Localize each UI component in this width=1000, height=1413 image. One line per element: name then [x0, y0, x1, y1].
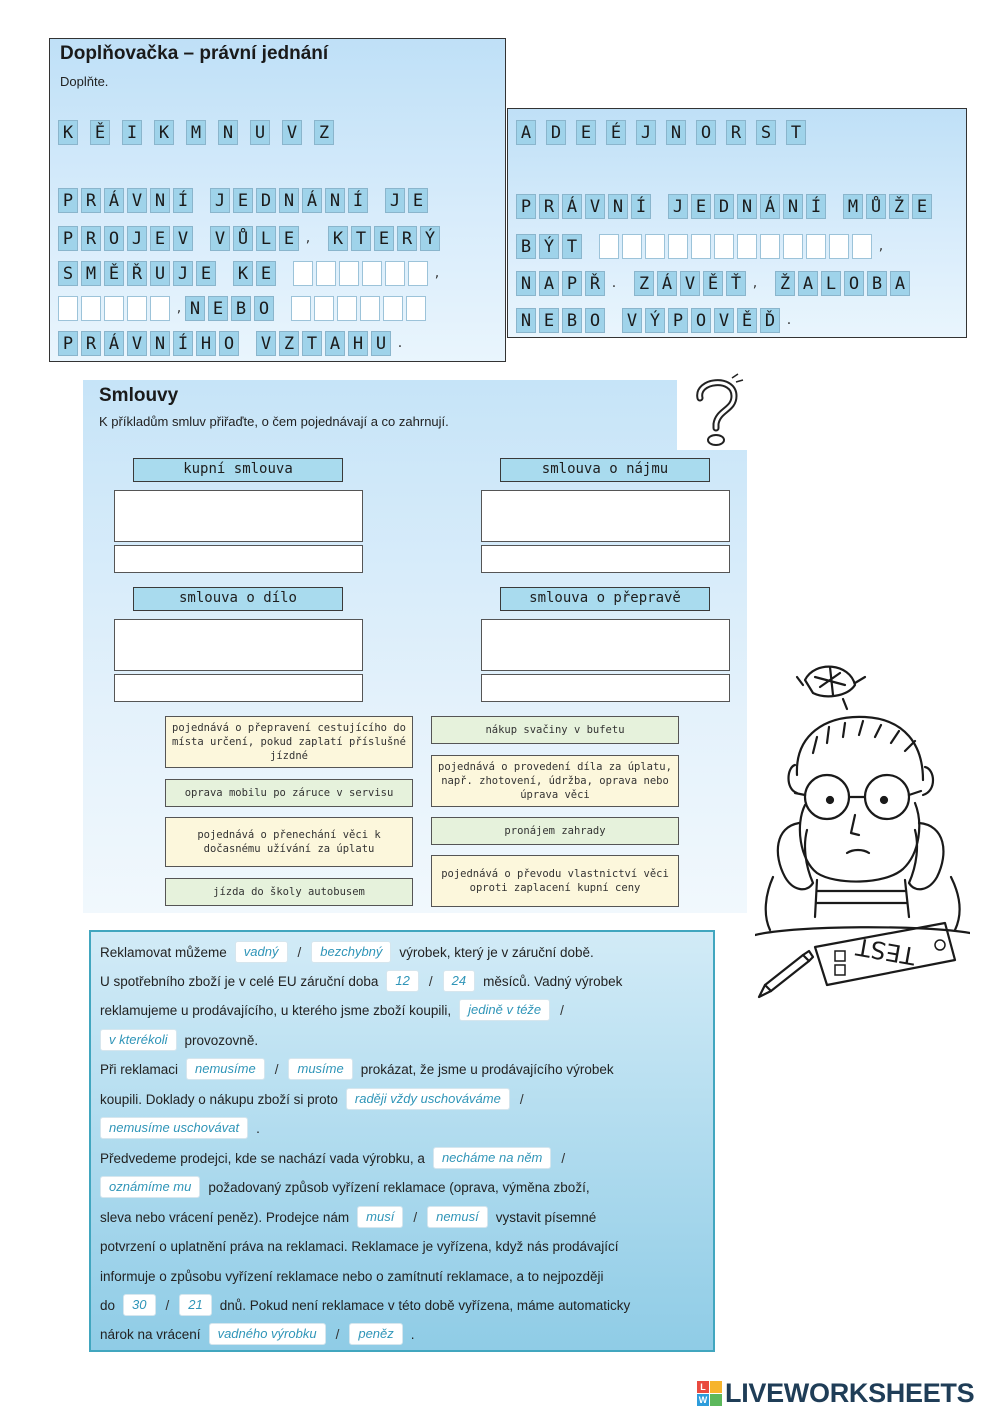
separator: /: [428, 973, 433, 989]
blank-tile[interactable]: [385, 261, 405, 286]
letter-tile: Ř: [127, 261, 147, 286]
reklamace-line-5: [100, 1057, 614, 1081]
panel1-line2: [58, 223, 443, 253]
svg-text:TEST: TEST: [853, 932, 918, 971]
reklamace-line-9: [100, 1175, 590, 1199]
logo-mark-icon: [697, 1381, 722, 1406]
text-segment: Reklamovat můžeme: [100, 944, 227, 960]
smlouvy-subtitle: K příkladům smluv přiřaďte, o čem pojednávají a co zahrnují.: [99, 414, 449, 429]
option-vadneho-vyrobku[interactable]: vadného výrobku: [209, 1323, 326, 1345]
letter-tile: N: [516, 308, 536, 333]
option-30[interactable]: 30: [123, 1294, 155, 1316]
text-segment: požadovaný způsob vyřízení reklamace (oprava, výměna zboží,: [208, 1179, 590, 1195]
letter-tile: Ý: [645, 308, 665, 333]
text-segment: sleva nebo vrácení peněz). Prodejce nám: [100, 1209, 350, 1225]
letter-tile: Á: [760, 194, 780, 219]
letter-tile: H: [348, 331, 368, 356]
category-smlouva-o-preprave: smlouva o přepravě: [500, 587, 710, 611]
separator: /: [297, 944, 302, 960]
blank-tile[interactable]: [406, 296, 426, 321]
letter-tile[interactable]: D: [546, 120, 566, 145]
letter-tile: N: [185, 296, 205, 321]
panel1-line3: [58, 258, 443, 288]
letter-tile: D: [714, 194, 734, 219]
logo-tile-blank: [710, 1381, 722, 1393]
blank-tile[interactable]: [58, 296, 78, 321]
letter-tile[interactable]: K: [58, 120, 78, 145]
blank-tile[interactable]: [599, 234, 619, 259]
letter-tile: V: [127, 331, 147, 356]
letter-tile[interactable]: U: [250, 120, 270, 145]
panel1-subtitle: Doplňte.: [60, 74, 109, 89]
separator: /: [560, 1002, 564, 1018]
blank-tile[interactable]: [339, 261, 359, 286]
category-smlouva-o-najmu: smlouva o nájmu: [500, 458, 710, 482]
draggable-chip[interactable]: pronájem zahrady: [431, 817, 679, 845]
letter-tile: N: [783, 194, 803, 219]
letter-tile: N: [516, 271, 536, 296]
option-24[interactable]: 24: [443, 970, 475, 992]
letter-tile[interactable]: S: [756, 120, 776, 145]
logo-tile-l: L: [697, 1381, 709, 1393]
blank-tile[interactable]: [337, 296, 357, 321]
letter-tile: L: [256, 226, 276, 251]
blank-tile[interactable]: [737, 234, 757, 259]
letter-tile: K: [328, 226, 348, 251]
letter-tile: O: [585, 308, 605, 333]
separator: /: [413, 1209, 418, 1225]
reklamace-line-7: [100, 1116, 260, 1140]
blank-tile[interactable]: [314, 296, 334, 321]
letter-tile: Í: [806, 194, 826, 219]
blank-tile[interactable]: [714, 234, 734, 259]
letter-tile[interactable]: Ě: [90, 120, 110, 145]
reklamace-line-13: [100, 1293, 630, 1317]
letter-tile: Ý: [420, 226, 440, 251]
letter-tile[interactable]: R: [726, 120, 746, 145]
letter-tile: J: [385, 188, 405, 213]
letter-tile: M: [81, 261, 101, 286]
punctuation: .: [786, 312, 792, 328]
option-radeji-vzdy-uschovavame[interactable]: raději vždy uschováváme: [346, 1088, 510, 1110]
text-segment: vystavit písemné: [495, 1209, 597, 1225]
letter-tile: B: [867, 271, 887, 296]
letter-tile: A: [539, 271, 559, 296]
panel1-line6: [58, 328, 406, 358]
option-nemusime[interactable]: nemusíme: [186, 1058, 265, 1080]
blank-tile[interactable]: [291, 296, 311, 321]
text-segment: potvrzení o uplatnění práva na reklamaci. Reklamace je vyřízena, když nás prodávající: [100, 1238, 619, 1254]
letter-tile: P: [668, 308, 688, 333]
blank-tile[interactable]: [783, 234, 803, 259]
draggable-chip[interactable]: nákup svačiny v bufetu: [431, 716, 679, 744]
draggable-chip[interactable]: pojednává o přepravení cestujícího do místa určení, pokud zaplatí příslušné jízdné: [165, 716, 413, 768]
option-21[interactable]: 21: [179, 1294, 211, 1316]
separator: /: [165, 1297, 170, 1313]
text-segment: informuje o způsobu vyřízení reklamace nebo o zamítnutí reklamace, a to nejpozději: [100, 1268, 604, 1284]
letter-tile: E: [539, 308, 559, 333]
text-segment: .: [256, 1120, 260, 1136]
blank-tile[interactable]: [316, 261, 336, 286]
letter-tile: Ř: [585, 271, 605, 296]
blank-tile[interactable]: [150, 296, 170, 321]
blank-tile[interactable]: [852, 234, 872, 259]
letter-tile: R: [81, 188, 101, 213]
letter-tile: M: [843, 194, 863, 219]
letter-tile: K: [233, 261, 253, 286]
category-kupni-smlouva: kupní smlouva: [133, 458, 343, 482]
letter-tile: A: [890, 271, 910, 296]
letter-tile: E: [196, 261, 216, 286]
text-segment: dnů. Pokud není reklamace v této době vyřízena, máme automaticky: [219, 1297, 631, 1313]
letter-tile: E: [150, 226, 170, 251]
panel2-line1: [516, 194, 935, 219]
letter-tile: J: [210, 188, 230, 213]
option-nemusi[interactable]: nemusí: [427, 1206, 488, 1228]
text-segment: měsíců. Vadný výrobek: [483, 973, 623, 989]
blank-tile[interactable]: [81, 296, 101, 321]
letter-tile: J: [173, 261, 193, 286]
letter-tile: Á: [104, 331, 124, 356]
letter-tile: Z: [634, 271, 654, 296]
reklamace-line-2: [100, 969, 622, 993]
option-v-kterekoli[interactable]: v kterékoli: [100, 1029, 177, 1051]
letter-tile: D: [256, 188, 276, 213]
blank-tile[interactable]: [408, 261, 428, 286]
separator: /: [519, 1091, 524, 1107]
letter-tile: E: [256, 261, 276, 286]
letter-tile[interactable]: N: [218, 120, 238, 145]
letter-tile: N: [150, 188, 170, 213]
draggable-chip[interactable]: pojednává o provedení díla za úplatu, např. zhotovení, údržba, oprava nebo úprava věci: [431, 755, 679, 807]
letter-tile: V: [173, 226, 193, 251]
blank-tile[interactable]: [622, 234, 642, 259]
letter-tile: E: [279, 226, 299, 251]
option-vadny[interactable]: vadný: [235, 941, 288, 963]
option-nemusime-uschovavat[interactable]: nemusíme uschovávat: [100, 1117, 248, 1139]
draggable-chip[interactable]: jízda do školy autobusem: [165, 878, 413, 906]
letter-tile: Á: [657, 271, 677, 296]
blank-tile[interactable]: [691, 234, 711, 259]
draggable-chip[interactable]: pojednává o přenechání věci k dočasnému užívání za úplatu: [165, 817, 413, 867]
letter-tile: L: [821, 271, 841, 296]
logo-tile-w: W: [698, 1395, 708, 1405]
panel2-letter-bank: [516, 120, 816, 145]
letter-tile: O: [691, 308, 711, 333]
letter-tile: B: [516, 234, 536, 259]
letter-tile: Ě: [737, 308, 757, 333]
blank-tile[interactable]: [668, 234, 688, 259]
drop-zone-dilo-priklad[interactable]: [114, 674, 363, 702]
letter-tile[interactable]: V: [282, 120, 302, 145]
separator: /: [335, 1326, 340, 1342]
punctuation: ,: [305, 230, 311, 246]
panel1-line1: [58, 188, 431, 213]
letter-tile: E: [691, 194, 711, 219]
category-smlouva-o-dilo: smlouva o dílo: [133, 587, 343, 611]
panel1-letter-bank: [58, 120, 346, 145]
letter-tile: V: [256, 331, 276, 356]
letter-tile: N: [737, 194, 757, 219]
reklamace-line-3: [100, 998, 566, 1022]
letter-tile: Á: [104, 188, 124, 213]
letter-tile[interactable]: O: [696, 120, 716, 145]
letter-tile[interactable]: M: [186, 120, 206, 145]
draggable-chip[interactable]: oprava mobilu po záruce v servisu: [165, 779, 413, 807]
text-segment: .: [410, 1326, 415, 1342]
punct-comma: ,: [434, 265, 440, 281]
letter-tile: O: [844, 271, 864, 296]
text-segment: koupili. Doklady o nákupu zboží si proto: [100, 1091, 338, 1107]
reklamace-line-6: [100, 1087, 526, 1111]
student-cartoon-illustration: [755, 655, 970, 1000]
letter-tile[interactable]: J: [636, 120, 656, 145]
drop-zone-kupni-definice[interactable]: [114, 490, 363, 542]
letter-tile[interactable]: T: [786, 120, 806, 145]
letter-tile: U: [371, 331, 391, 356]
letter-tile: E: [408, 188, 428, 213]
reklamace-line-14: [100, 1322, 415, 1346]
question-mark-icon: [686, 372, 746, 452]
blank-tile[interactable]: [127, 296, 147, 321]
letter-tile: T: [562, 234, 582, 259]
letter-tile: V: [680, 271, 700, 296]
letter-tile: Á: [562, 194, 582, 219]
blank-tile[interactable]: [293, 261, 313, 286]
letter-tile: B: [231, 296, 251, 321]
letter-tile[interactable]: E: [576, 120, 596, 145]
letter-tile: O: [104, 226, 124, 251]
letter-tile: V: [210, 226, 230, 251]
text-segment: Předvedeme prodejci, kde se nachází vada výrobku, a: [100, 1150, 425, 1166]
liveworksheets-logo[interactable]: [697, 1378, 974, 1409]
letter-tile: E: [208, 296, 228, 321]
letter-tile: Ť: [726, 271, 746, 296]
letter-tile: Á: [302, 188, 322, 213]
punctuation: ,: [752, 275, 758, 291]
blank-tile[interactable]: [104, 296, 124, 321]
letter-tile: Ý: [539, 234, 559, 259]
reklamace-line-8: [100, 1146, 567, 1170]
smlouvy-title: Smlouvy: [99, 385, 179, 406]
letter-tile: O: [254, 296, 274, 321]
panel2-line3: [516, 268, 913, 298]
reklamace-line-1: [100, 940, 594, 964]
letter-tile: P: [58, 226, 78, 251]
text-segment: prokázat, že jsme u prodávajícího výrobek: [360, 1061, 614, 1077]
letter-tile: U: [150, 261, 170, 286]
panel1-line4: [58, 293, 429, 323]
letter-tile: A: [798, 271, 818, 296]
letter-tile: N: [279, 188, 299, 213]
letter-tile: T: [302, 331, 322, 356]
drop-zone-dilo-definice[interactable]: [114, 619, 363, 671]
letter-tile: Ď: [760, 308, 780, 333]
option-bezchybny[interactable]: bezchybný: [311, 941, 391, 963]
punct-comma: ,: [176, 300, 182, 316]
letter-tile: P: [58, 188, 78, 213]
letter-tile: J: [668, 194, 688, 219]
text-segment: U spotřebního zboží je v celé EU záruční doba: [100, 973, 379, 989]
option-penez[interactable]: peněz: [349, 1323, 402, 1345]
letter-tile: S: [58, 261, 78, 286]
draggable-chip[interactable]: pojednává o převodu vlastnictví věci oproti zaplacení kupní ceny: [431, 855, 679, 907]
letter-tile: V: [127, 188, 147, 213]
reklamace-panel: [89, 930, 715, 1352]
blank-tile[interactable]: [760, 234, 780, 259]
drop-zone-preprava-definice[interactable]: [481, 619, 730, 671]
letter-tile: P: [562, 271, 582, 296]
reklamace-line-12: [100, 1264, 604, 1288]
letter-tile: R: [81, 226, 101, 251]
letter-tile[interactable]: K: [154, 120, 174, 145]
blank-tile[interactable]: [360, 296, 380, 321]
text-segment: reklamujeme u prodávajícího, u kterého jsme zboží koupili,: [100, 1002, 452, 1018]
letter-tile[interactable]: A: [516, 120, 536, 145]
letter-tile: Í: [348, 188, 368, 213]
letter-tile: Ů: [233, 226, 253, 251]
panel1-title: Doplňovačka – právní jednání: [60, 43, 329, 64]
blank-tile[interactable]: [362, 261, 382, 286]
letter-tile[interactable]: Z: [314, 120, 334, 145]
drop-zone-najem-priklad[interactable]: [481, 545, 730, 573]
blank-tile[interactable]: [383, 296, 403, 321]
letter-tile: J: [127, 226, 147, 251]
option-musi[interactable]: musí: [357, 1206, 403, 1228]
separator: /: [561, 1150, 566, 1166]
option-12[interactable]: 12: [386, 970, 418, 992]
reklamace-line-4: [100, 1028, 258, 1052]
reklamace-line-10: [100, 1205, 596, 1229]
letter-tile: T: [351, 226, 371, 251]
reklamace-line-11: [100, 1234, 619, 1258]
logo-text: LIVEWORKSHEETS: [725, 1378, 975, 1408]
option-jedine-v-teze[interactable]: jedině v téže: [459, 999, 550, 1021]
letter-tile: N: [325, 188, 345, 213]
text-segment: výrobek, který je v záruční době.: [399, 944, 594, 960]
letter-tile: Í: [173, 188, 193, 213]
letter-tile: P: [516, 194, 536, 219]
letter-tile: Í: [631, 194, 651, 219]
letter-tile: V: [622, 308, 642, 333]
letter-tile: R: [397, 226, 417, 251]
letter-tile: Í: [173, 331, 193, 356]
text-segment: Při reklamaci: [100, 1061, 179, 1077]
option-oznamime-mu[interactable]: oznámíme mu: [100, 1176, 200, 1198]
option-nechame-na-nem[interactable]: necháme na něm: [433, 1147, 551, 1169]
text-segment: do: [100, 1297, 116, 1313]
letter-tile: V: [714, 308, 734, 333]
panel2-line2: [516, 231, 887, 261]
drop-zone-najem-definice[interactable]: [481, 490, 730, 542]
logo-tile-blank: [710, 1394, 722, 1406]
letter-tile: Ě: [703, 271, 723, 296]
drop-zone-preprava-priklad[interactable]: [481, 674, 730, 702]
letter-tile: H: [196, 331, 216, 356]
letter-tile: E: [912, 194, 932, 219]
separator: /: [274, 1061, 279, 1077]
punctuation: .: [611, 275, 617, 291]
drop-zone-kupni-priklad[interactable]: [114, 545, 363, 573]
letter-tile: B: [562, 308, 582, 333]
letter-tile: N: [150, 331, 170, 356]
letter-tile: A: [325, 331, 345, 356]
panel2-line4: [516, 305, 795, 335]
punctuation: .: [397, 335, 403, 351]
option-musime[interactable]: musíme: [288, 1058, 352, 1080]
letter-tile[interactable]: N: [666, 120, 686, 145]
letter-tile: Ž: [775, 271, 795, 296]
text-segment: provozovně.: [184, 1032, 259, 1048]
letter-tile[interactable]: É: [606, 120, 626, 145]
letter-tile: Ě: [104, 261, 124, 286]
letter-tile: O: [219, 331, 239, 356]
letter-tile: P: [58, 331, 78, 356]
letter-tile: V: [585, 194, 605, 219]
letter-tile: Z: [279, 331, 299, 356]
blank-tile[interactable]: [829, 234, 849, 259]
blank-tile[interactable]: [645, 234, 665, 259]
letter-tile: N: [608, 194, 628, 219]
punct-comma: ,: [878, 238, 884, 254]
letter-tile: E: [374, 226, 394, 251]
letter-tile: Ž: [889, 194, 909, 219]
letter-tile[interactable]: I: [122, 120, 142, 145]
letter-tile: E: [233, 188, 253, 213]
blank-tile[interactable]: [806, 234, 826, 259]
letter-tile: Ů: [866, 194, 886, 219]
letter-tile: R: [81, 331, 101, 356]
letter-tile: R: [539, 194, 559, 219]
text-segment: nárok na vrácení: [100, 1326, 201, 1342]
